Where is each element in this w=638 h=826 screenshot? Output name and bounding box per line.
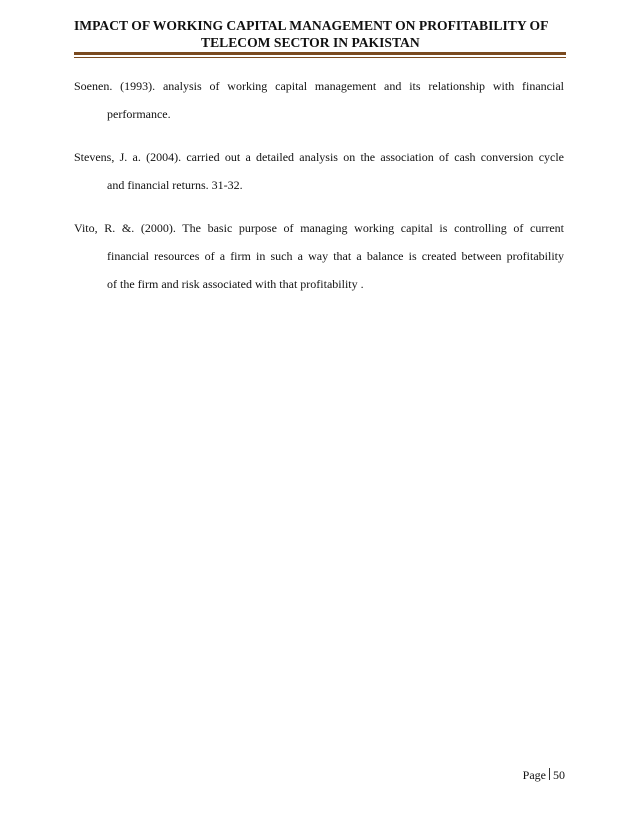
reference-continuation: performance. (107, 107, 171, 121)
header-title-line-1: IMPACT OF WORKING CAPITAL MANAGEMENT ON PROFITABILITY OF (74, 18, 549, 33)
page-number: 50 (553, 768, 565, 782)
reference-continuation: and financial returns. 31-32. (107, 178, 243, 192)
reference-first-line: Stevens, J. a. (2004). carried out a detailed analysis on the association of cash conversion cycle (74, 150, 564, 164)
page-label: Page (522, 768, 546, 782)
reference-continuation: financial resources of a firm in such a way that a balance is created between profitability (107, 249, 564, 263)
page-separator (549, 768, 550, 780)
reference-continuation: of the firm and risk associated with that profitability . (107, 277, 364, 291)
reference-first-line: Soenen. (1993). analysis of working capital management and its relationship with financial (74, 79, 564, 93)
reference-first-line: Vito, R. &. (2000). The basic purpose of managing working capital is controlling of current (74, 221, 564, 235)
reference-entry (74, 143, 564, 199)
reference-entry (74, 214, 564, 298)
header-rule-thick (74, 52, 566, 55)
reference-list (74, 72, 564, 313)
header-title-line-2: TELECOM SECTOR IN PAKISTAN (201, 35, 420, 50)
reference-entry (74, 72, 564, 128)
running-header (74, 17, 568, 51)
header-rule-thin (74, 57, 566, 58)
page-footer (523, 767, 565, 783)
